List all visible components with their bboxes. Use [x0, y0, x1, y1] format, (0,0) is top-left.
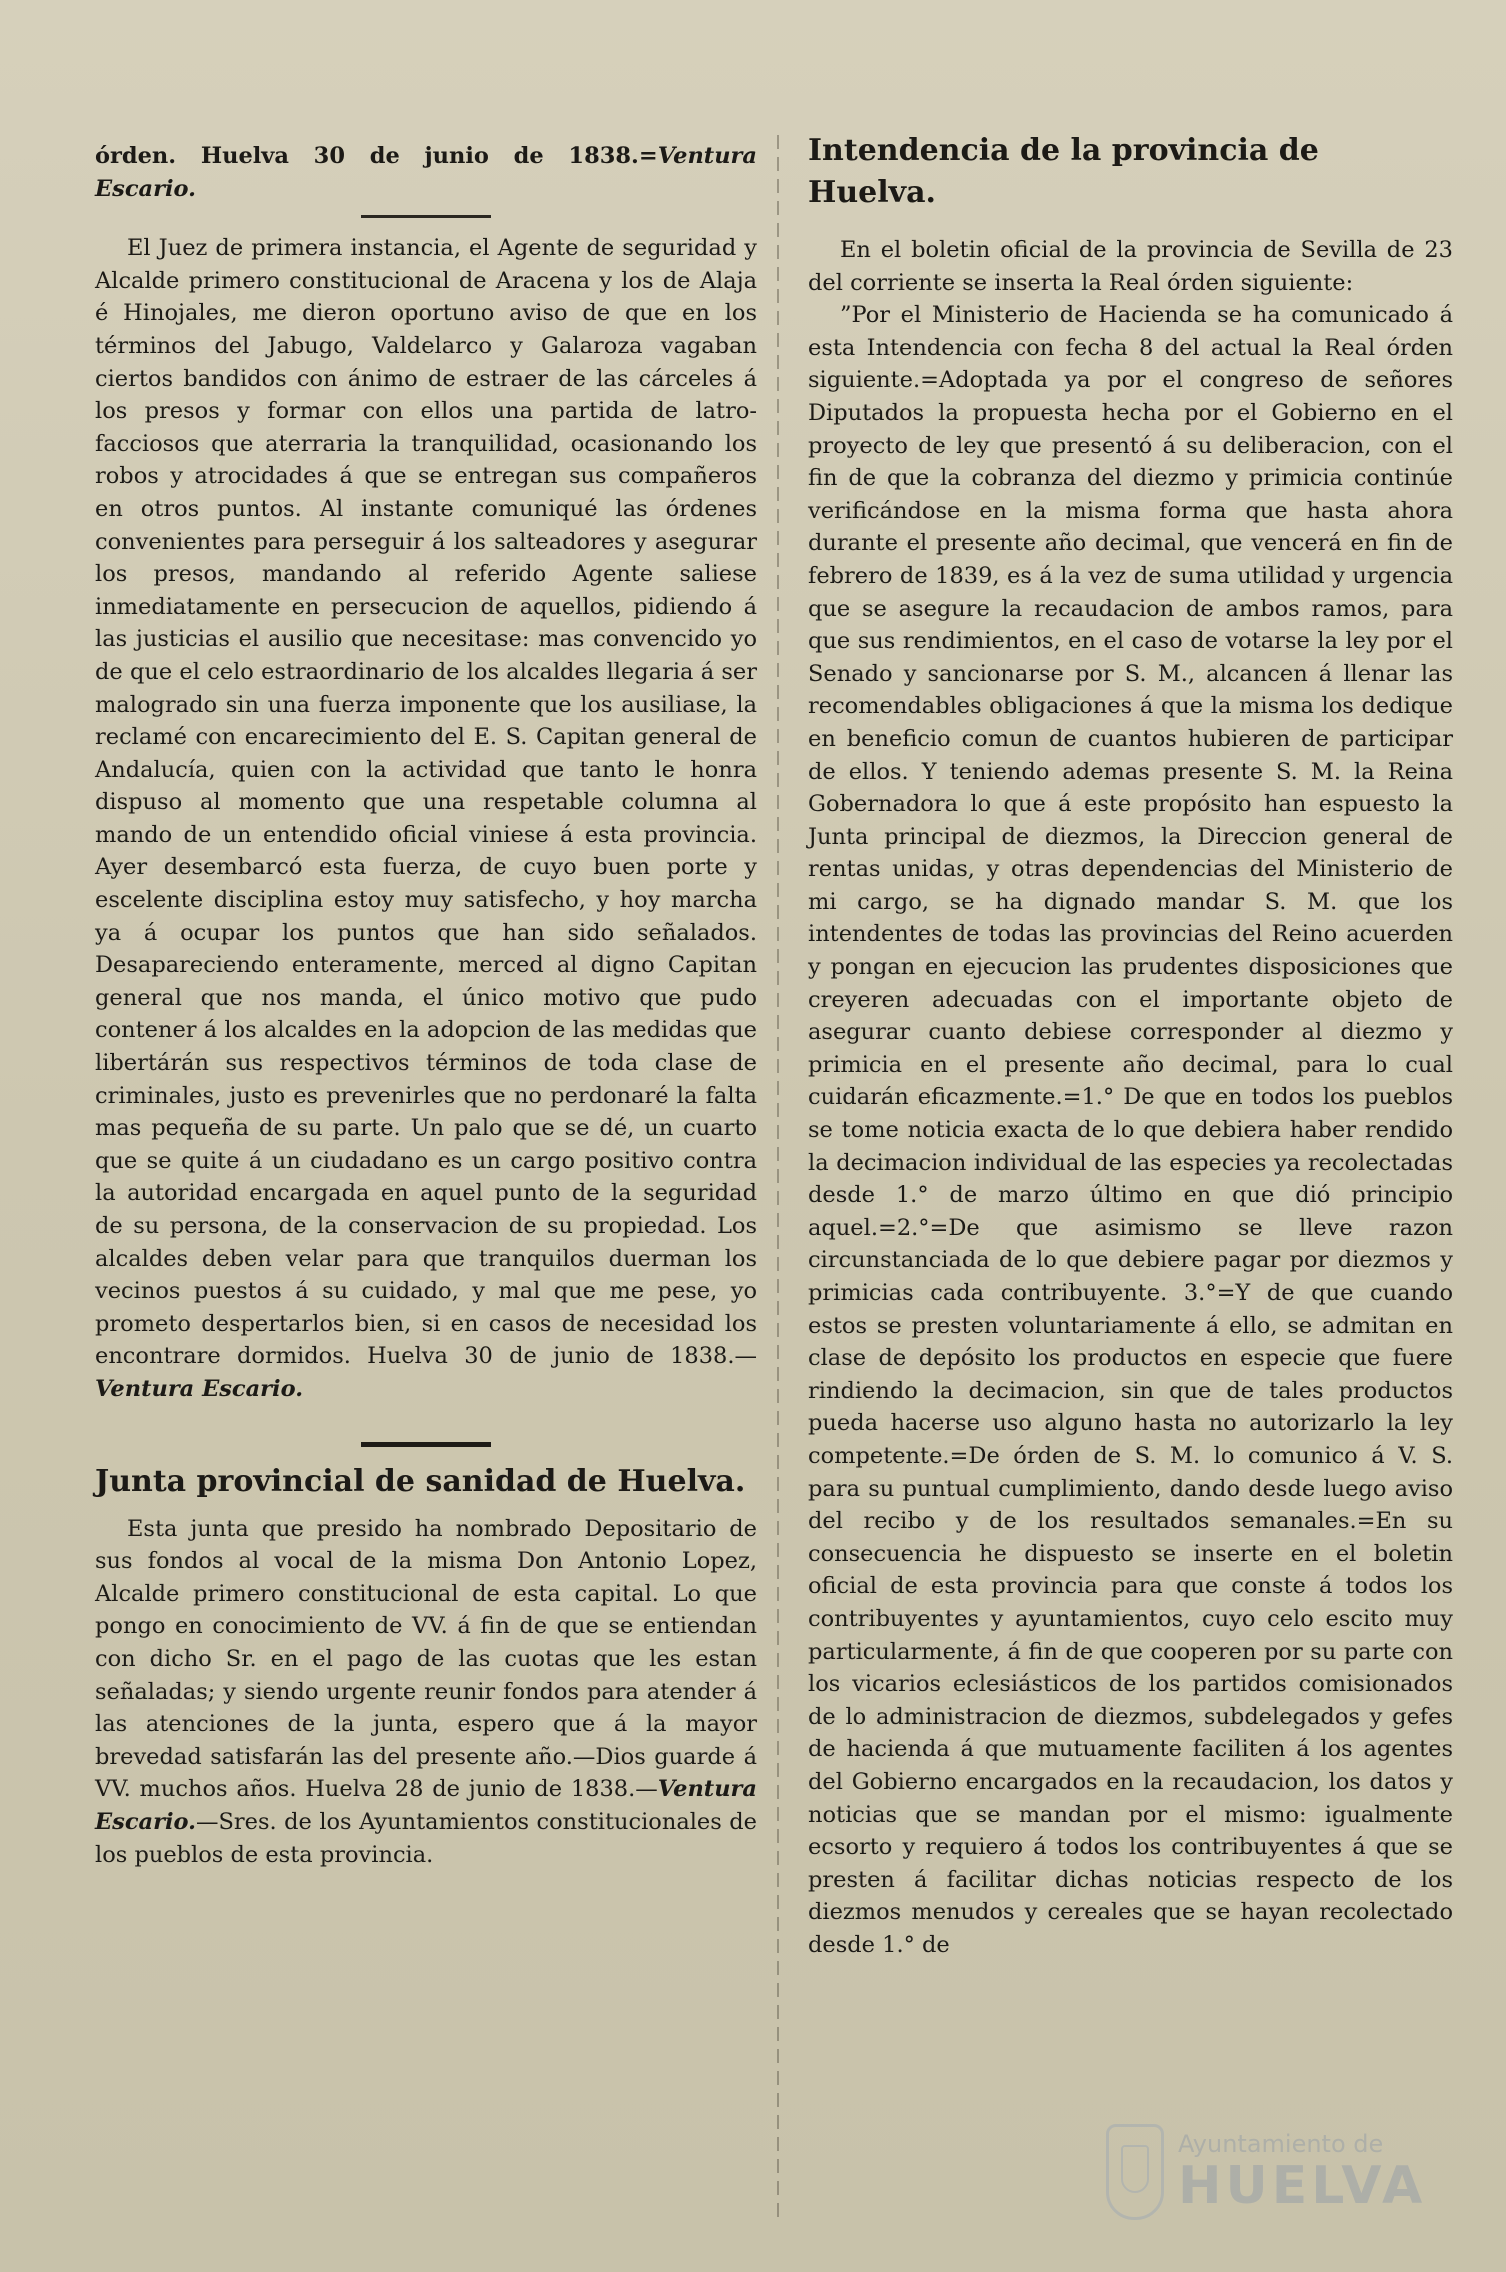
- column-divider: [777, 135, 779, 2225]
- short-separator: [361, 215, 491, 218]
- left-p3-text: Esta junta que presido ha nombrado Depositario de sus fondos al vocal de la misma Don Antonio Lopez, Alcalde primero constitucional de esta capital. Lo que pongo en conocimiento de VV. á fin de que se entiendan con dicho Sr. en el pago de las cuotas que les estan señaladas; y siendo urgente reunir fondos para atender á las atenciones de la junta, espero que á la mayor brevedad satisfarán las del presente año.—Dios guarde á VV. muchos años. Huelva 28 de junio de 1838.—: [95, 1515, 757, 1803]
- right-column: [808, 133, 1453, 2232]
- watermark-big-text: HUELVA: [1178, 2156, 1427, 2216]
- left-p3-signature: Ventura Escario.: [95, 1776, 757, 1835]
- ayuntamiento-watermark: [1106, 2112, 1436, 2232]
- left-column: [95, 140, 757, 2232]
- left-p3-tail: —Sres. de los Ayuntamientos constitucionales de los pueblos de esta provincia.: [95, 1808, 757, 1868]
- section-separator: [361, 1442, 491, 1447]
- section-heading-intendencia: Intendencia de la provincia de Huelva.: [808, 133, 1319, 210]
- watermark-text: [1178, 2130, 1426, 2214]
- left-p1-signature: Ventura Escario.: [95, 143, 757, 202]
- left-paragraph-1: [95, 140, 757, 205]
- right-paragraph-1: En el boletin oficial de la provincia de Sevilla de 23 del corriente se inserta la Real órden siguiente:: [808, 237, 1453, 296]
- left-paragraph-3: [95, 1513, 757, 1872]
- left-p2-text: El Juez de primera instancia, el Agente de seguridad y Alcalde primero constitucional de Aracena y los de Alaja é Hinojales, me dieron oportuno aviso de que en los términos del Jabugo, Valdelarco y Galaroza vagaban ciertos bandidos con ánimo de estraer de las cárceles á los presos y formar con ellos una partida de latro-facciosos que aterraria la tranquilidad, ocasionando los robos y atrocidades á que se entregan sus compañeros en otros puntos. Al instante comuniqué las órdenes convenientes para perseguir á los salteadores y asegurar los presos, mandando al referido Agente saliese inmediatamente en persecucion de aquellos, pidiendo á las justicias el ausilio que necesitase: mas convencido yo de que el celo estraordinario de los alcaldes llegaria á ser malogrado sin una fuerza imponente que los ausiliase, la reclamé con encarecimiento del E. S. Capitan general de Andalucía, quien con la actividad que tanto le honra dispuso al momento que una respetable columna al mando de un entendido oficial viniese á esta provincia. Ayer desembarcó esta fuerza, de cuyo buen porte y escelente disciplina estoy muy satisfecho, y hoy marcha ya á ocupar los puntos que han sido señalados. Desapareciendo enteramente, merced al digno Capitan general que nos manda, el único motivo que pudo contener á los alcaldes en la adopcion de las medidas que libertárán sus respectivos términos de toda clase de criminales, justo es prevenirles que no perdonaré la falta mas pequeña de su parte. Un palo que se dé, un cuarto que se quite á un ciudadano es un cargo positivo contra la autoridad encargada en aquel punto de la seguridad de su persona, de la conservacion de su propiedad. Los alcaldes deben velar para que tranquilos duerman los vecinos puestos á su cuidado, y mal que me pese, yo prometo despertarlos bien, si en casos de necesidad los encontrare dormidos. Huelva 30 de junio de 1838.—: [95, 235, 757, 1370]
- watermark-small-text: Ayuntamiento de: [1178, 2130, 1384, 2158]
- right-paragraph-2: ”Por el Ministerio de Hacienda se ha comunicado á esta Intendencia con fecha 8 del actual la Real órden siguiente.=Adoptada ya por el congreso de señores Diputados la propuesta hecha por el Gobierno en el proyecto de ley que presentó á su deliberacion, con el fin de que la cobranza del diezmo y primicia continúe verificándose en la misma forma que hasta ahora durante el presente año decimal, que vencerá en fin de febrero de 1839, es á la vez de suma utilidad y urgencia que se asegure la recaudacion de ambos ramos, para que sus rendimientos, en el caso de votarse la ley por el Senado y sancionarse por S. M., alcancen á llenar las recomendables obligaciones á que la misma los dedique en beneficio comun de cuantos hubieren de participar de ellos. Y teniendo ademas presente S. M. la Reina Gobernadora lo que á este propósito han espuesto la Junta principal de diezmos, la Direccion general de rentas unidas, y otras dependencias del Ministerio de mi cargo, se ha dignado mandar S. M. que los intendentes de todas las provincias del Reino acuerden y pongan en ejecucion las prudentes disposiciones que creyeren adecuadas con el importante objeto de asegurar cuanto debiese corresponder al diezmo y primicia en el presente año decimal, para lo cual cuidarán eficazmente.=1.° De que en todos los pueblos se tome noticia exacta de lo que debiera haber rendido la decimacion individual de las especies ya recolectadas desde 1.° de marzo último en que dió principio aquel.=2.°=De que asimismo se lleve razon circunstanciada de lo que debiere pagar por diezmos y primicias cada contribuyente. 3.°=Y de que cuando estos se presten voluntariamente á ello, se admitan en clase de depósito los productos en especie que fuere rindiendo la decimacion, sin que de tales productos pueda hacerse uso alguno hasta no autorizarlo la ley competente.=De órden de S. M. lo comunico á V. S. para su puntual cumplimiento, dando desde luego aviso del recibo y de los resultados semanales.=En su consecuencia he dispuesto se inserte en el boletin oficial de esta provincia para que conste á todos los contribuyentes y ayuntamientos, cuyo celo escito muy particularmente, á fin de que cooperen por su parte con los vicarios eclesiásticos de los partidos comisionados de lo administracion de diezmos, subdelegados y gefes de hacienda á que mutuamente faciliten á los agentes del Gobierno encargados en la recaudacion, los datos y noticias que se mandan por el mismo: igualmente ecsorto y requiero á todos los contribuyentes á que se presten á facilitar dichas noticias respecto de los diezmos menudos y cereales que se hayan recolectado desde 1.° de: [808, 302, 1453, 1958]
- left-p1-text: órden. Huelva 30 de junio de 1838.=: [95, 143, 658, 169]
- left-p2-signature: Ventura Escario.: [95, 1375, 304, 1402]
- section-heading-sanidad: Junta provincial de sanidad de Huelva.: [95, 1463, 746, 1499]
- shield-icon: [1106, 2124, 1164, 2220]
- left-paragraph-2: [95, 232, 757, 1405]
